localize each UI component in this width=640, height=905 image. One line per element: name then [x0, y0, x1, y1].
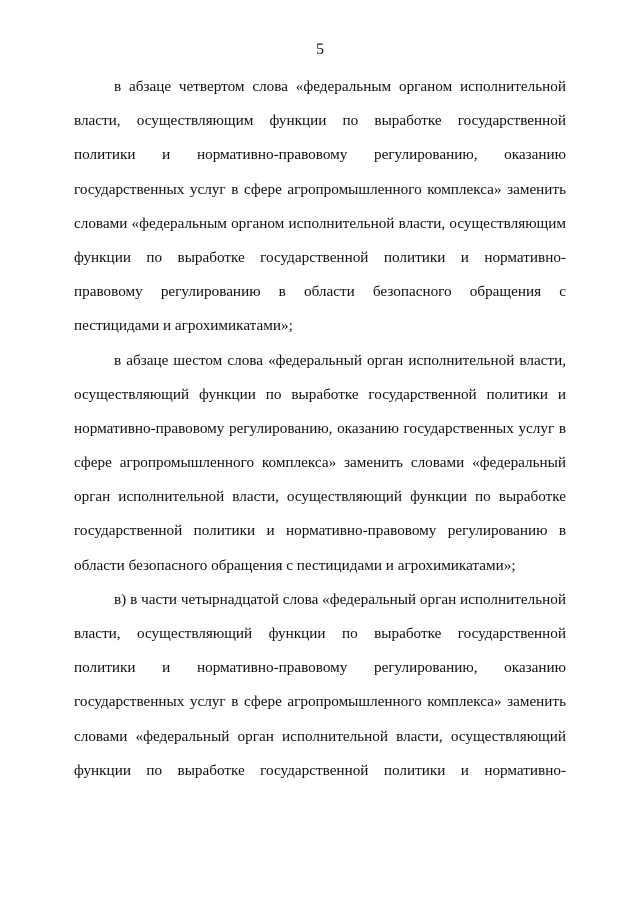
text-line: политики и нормативно-правовому регулированию, оказанию [74, 659, 566, 677]
document-body [74, 74, 566, 792]
text-line: нормативно-правовому регулированию, оказанию государственных услуг в [74, 419, 566, 437]
text-line: политики и нормативно-правовому регулированию, оказанию [74, 146, 566, 164]
text-line: в) в части четырнадцатой слова «федеральный орган исполнительной [114, 590, 566, 608]
paragraph [74, 348, 566, 587]
paragraph [74, 587, 566, 792]
text-line: функции по выработке государственной политики и нормативно- [74, 761, 566, 779]
paragraph [74, 74, 566, 348]
text-line: государственных услуг в сфере агропромышленного комплекса» заменить [74, 693, 566, 711]
text-line: в абзаце шестом слова «федеральный орган исполнительной власти, [114, 351, 566, 369]
text-line: власти, осуществляющим функции по выработке государственной [74, 112, 566, 130]
text-line: государственных услуг в сфере агропромышленного комплекса» заменить [74, 180, 566, 198]
text-line: власти, осуществляющий функции по выработке государственной [74, 625, 566, 642]
text-line: словами «федеральным органом исполнительной власти, осуществляющим [74, 214, 566, 232]
page-number: 5 [316, 41, 324, 58]
text-line: в абзаце четвертом слова «федеральным органом исполнительной [114, 78, 566, 95]
text-line: осуществляющий функции по выработке государственной политики и [74, 385, 566, 403]
text-line: орган исполнительной власти, осуществляющий функции по выработке [74, 488, 566, 506]
text-line: правовому регулированию в области безопасного обращения с [74, 283, 566, 301]
text-line: государственной политики и нормативно-правовому регулированию в [74, 522, 566, 540]
text-line: словами «федеральный орган исполнительной власти, осуществляющий [74, 727, 566, 745]
text-line: области безопасного обращения с пестицидами и агрохимикатами»; [74, 556, 516, 574]
text-line: пестицидами и агрохимикатами»; [74, 317, 293, 335]
text-line: функции по выработке государственной политики и нормативно- [74, 248, 566, 266]
text-line: сфере агропромышленного комплекса» заменить словами «федеральный [74, 454, 566, 472]
